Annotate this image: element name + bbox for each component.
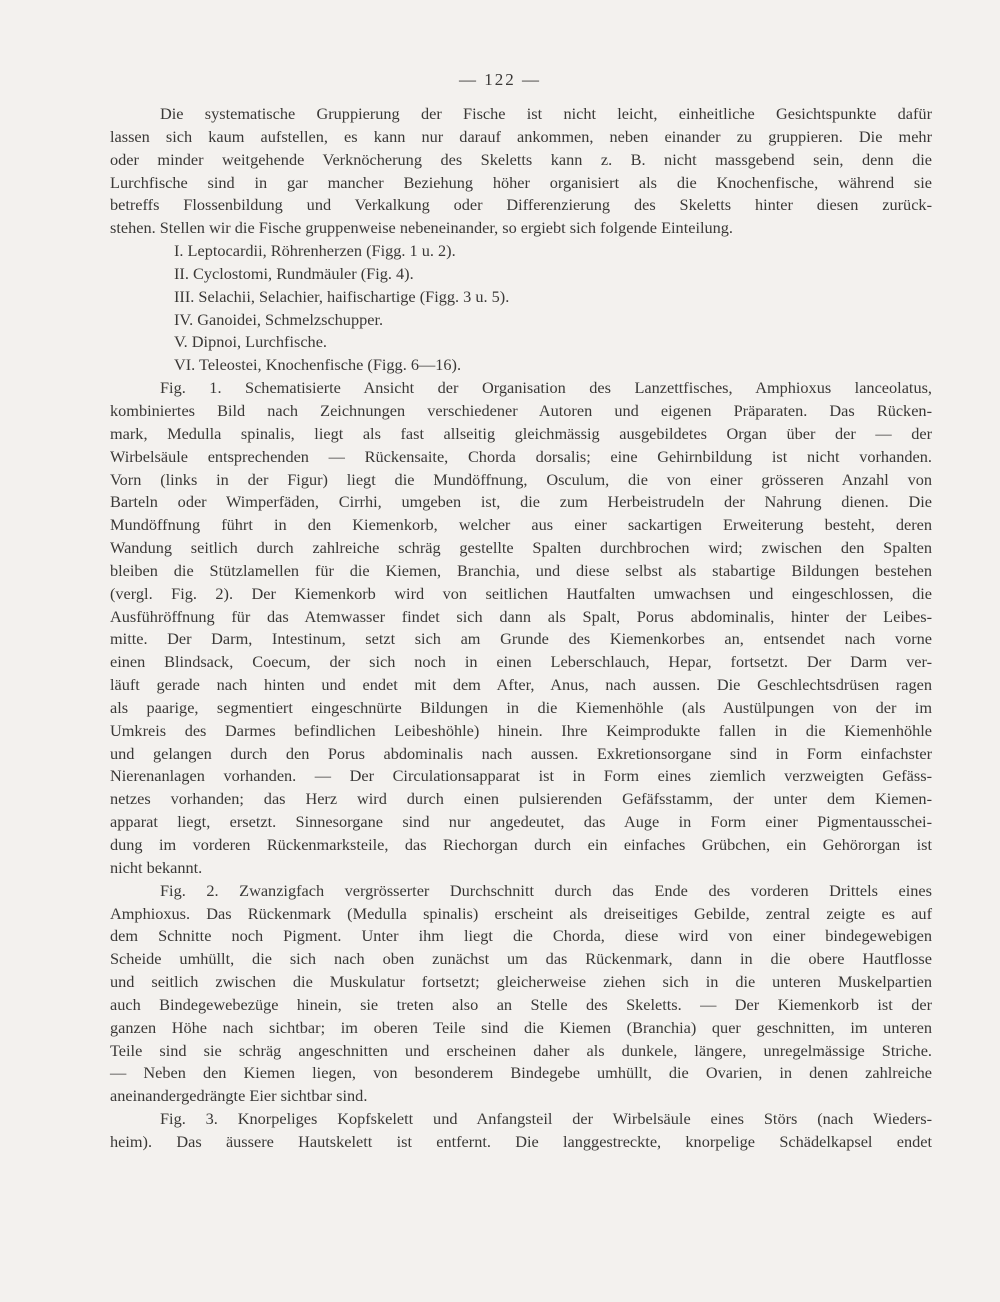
text-line: Nierenanlagen vorhanden. — Der Circulationsapparat ist in Form eines ziemlich verzweigten Gefäss-	[110, 766, 932, 786]
text-line: Barteln oder Wimperfäden, Cirrhi, umgeben ist, die zum Herbeistrudeln der Nahrung dienen. Die	[110, 492, 932, 512]
text-line: Amphioxus. Das Rückenmark (Medulla spinalis) erscheint als dreiseitiges Gebilde, zentral zeigte es auf	[110, 903, 932, 923]
text-line: stehen. Stellen wir die Fische gruppenweise nebeneinander, so ergiebt sich folgende Einteilung.	[110, 218, 733, 238]
text-line: kombiniertes Bild nach Zeichnungen verschiedener Autoren und eigenen Präparaten. Das Rücken-	[110, 400, 932, 420]
text-line: Lurchfische sind in gar mancher Beziehung höher organisiert als die Knochenfische, während sie	[110, 172, 932, 192]
text-line: mitte. Der Darm, Intestinum, setzt sich am Grunde des Kiemenkorbes an, entsendet nach vorne	[110, 629, 932, 649]
text-line: betreffs Flossenbildung und Verkalkung oder Differenzierung des Skeletts hinter diesen zurück-	[110, 195, 932, 215]
text-line: aneinandergedrängte Eier sichtbar sind.	[110, 1086, 368, 1106]
text-line: netzes vorhanden; das Herz wird durch einen pulsierenden Gefäfsstamm, der unter dem Kiemen-	[110, 789, 932, 809]
text-line: II. Cyclostomi, Rundmäuler (Fig. 4).	[174, 263, 414, 283]
text-line: Vorn (links in der Figur) liegt die Mundöffnung, Osculum, die von einer grösseren Anzahl von	[110, 469, 932, 489]
text-line: III. Selachii, Selachier, haifischartige (Figg. 3 u. 5).	[174, 286, 510, 306]
page-number: — 122 —	[459, 70, 541, 89]
text-line: Die systematische Gruppierung der Fische ist nicht leicht, einheitliche Gesichtspunkte dafür	[160, 104, 932, 123]
text-line: (vergl. Fig. 2). Der Kiemenkorb wird von seitlichen Hautfalten umwachsen und eingeschlossen, die	[110, 583, 932, 603]
text-line: V. Dipnoi, Lurchfische.	[174, 332, 327, 352]
text-line: Wandung seitlich durch zahlreiche schräg gestellte Spalten durchbrochen wird; zwischen den Spalten	[110, 538, 932, 558]
text-line: lassen sich kaum aufstellen, es kann nur darauf ankommen, neben einander zu gruppieren. Die mehr	[110, 126, 932, 146]
text-line: Ausführöffnung für das Atemwasser findet sich dann als Spalt, Porus abdominalis, hinter der Leibes-	[110, 606, 932, 626]
text-line: heim). Das äussere Hautskelett ist entfernt. Die langgestreckte, knorpelige Schädelkapsel endet	[110, 1131, 932, 1151]
text-line: bleiben die Stützlamellen für die Kiemen, Branchia, und diese selbst als stabartige Bildungen bestehen	[110, 560, 932, 580]
text-line: nicht bekannt.	[110, 857, 203, 877]
text-line: Teile sind sie schräg angeschnitten und erscheinen daher als dunkele, längere, unregelmässige Striche.	[110, 1040, 932, 1060]
text-line: mark, Medulla spinalis, liegt als fast allseitig gleichmässig ausgebildetes Organ über der — der	[110, 423, 932, 443]
text-line: Mundöffnung führt in den Kiemenkorb, welcher aus einer sackartigen Erweiterung besteht, deren	[110, 515, 932, 535]
text-line: ganzen Höhe nach sichtbar; im oberen Teile sind die Kiemen (Branchia) quer geschnitten, im unteren	[110, 1017, 932, 1037]
text-line: einen Blindsack, Coecum, der sich noch in einen Leberschlauch, Hepar, fortsetzt. Der Darm ver-	[110, 652, 932, 672]
text-line: Fig. 3. Knorpeliges Kopfskelett und Anfangsteil der Wirbelsäule eines Störs (nach Wieders-	[160, 1109, 932, 1129]
text-line: — Neben den Kiemen liegen, von besonderem Bindegebe umhüllt, die Ovarien, in denen zahlreiche	[110, 1063, 932, 1083]
text-line: und gelangen durch den Porus abdominalis nach aussen. Exkretionsorgane sind in Form einfachster	[110, 743, 932, 763]
text-line: dem Schnitte noch Pigment. Unter ihm liegt die Chorda, diese wird von einer bindegewebigen	[110, 926, 932, 946]
text-line: Fig. 1. Schematisierte Ansicht der Organisation des Lanzettfisches, Amphioxus lanceolatus,	[160, 378, 932, 398]
text-line: läuft gerade nach hinten und endet mit dem After, Anus, nach aussen. Die Geschlechtsdrüsen ragen	[110, 675, 932, 695]
text-line: Wirbelsäule entsprechenden — Rückensaite, Chorda dorsalis; eine Gehirnbildung ist nicht vorhanden.	[110, 446, 932, 466]
text-line: Scheide umhüllt, die sich nach oben zunächst um das Rückenmark, dann in die obere Hautflosse	[110, 949, 932, 969]
body-text	[110, 103, 932, 1154]
text-line: Umkreis des Darmes befindlichen Leibeshöhle) hinein. Ihre Keimprodukte fallen in die Kiemenhöhle	[110, 720, 932, 740]
text-line: IV. Ganoidei, Schmelzschupper.	[174, 309, 384, 329]
text-line: als paarige, segmentiert eingeschnürte Bildungen in die Kiemenhöhle (als Austülpungen von der im	[110, 697, 932, 717]
text-line: dung im vorderen Rückenmarksteile, das Riechorgan durch ein einfaches Grübchen, ein Gehörorgan ist	[110, 835, 932, 854]
text-line: und seitlich zwischen die Muskulatur fortsetzt; gleicherweise ziehen sich in die unteren Muskelpartien	[110, 972, 932, 992]
text-line: Fig. 2. Zwanzigfach vergrösserter Durchschnitt durch das Ende des vorderen Drittels eines	[160, 880, 932, 900]
text-line: VI. Teleostei, Knochenfische (Figg. 6—16).	[174, 355, 462, 375]
text-line: oder minder weitgehende Verknöcherung des Skeletts kann z. B. nicht massgebend sein, denn die	[110, 149, 932, 169]
text-line: I. Leptocardii, Röhrenherzen (Figg. 1 u. 2).	[174, 241, 456, 261]
text-line: apparat liegt, ersetzt. Sinnesorgane sind nur angedeutet, das Auge in Form einer Pigmentausschei-	[110, 812, 932, 832]
text-line: auch Bindegewebezüge hinein, sie treten also an Stelle des Skeletts. — Der Kiemenkorb ist der	[110, 994, 932, 1014]
